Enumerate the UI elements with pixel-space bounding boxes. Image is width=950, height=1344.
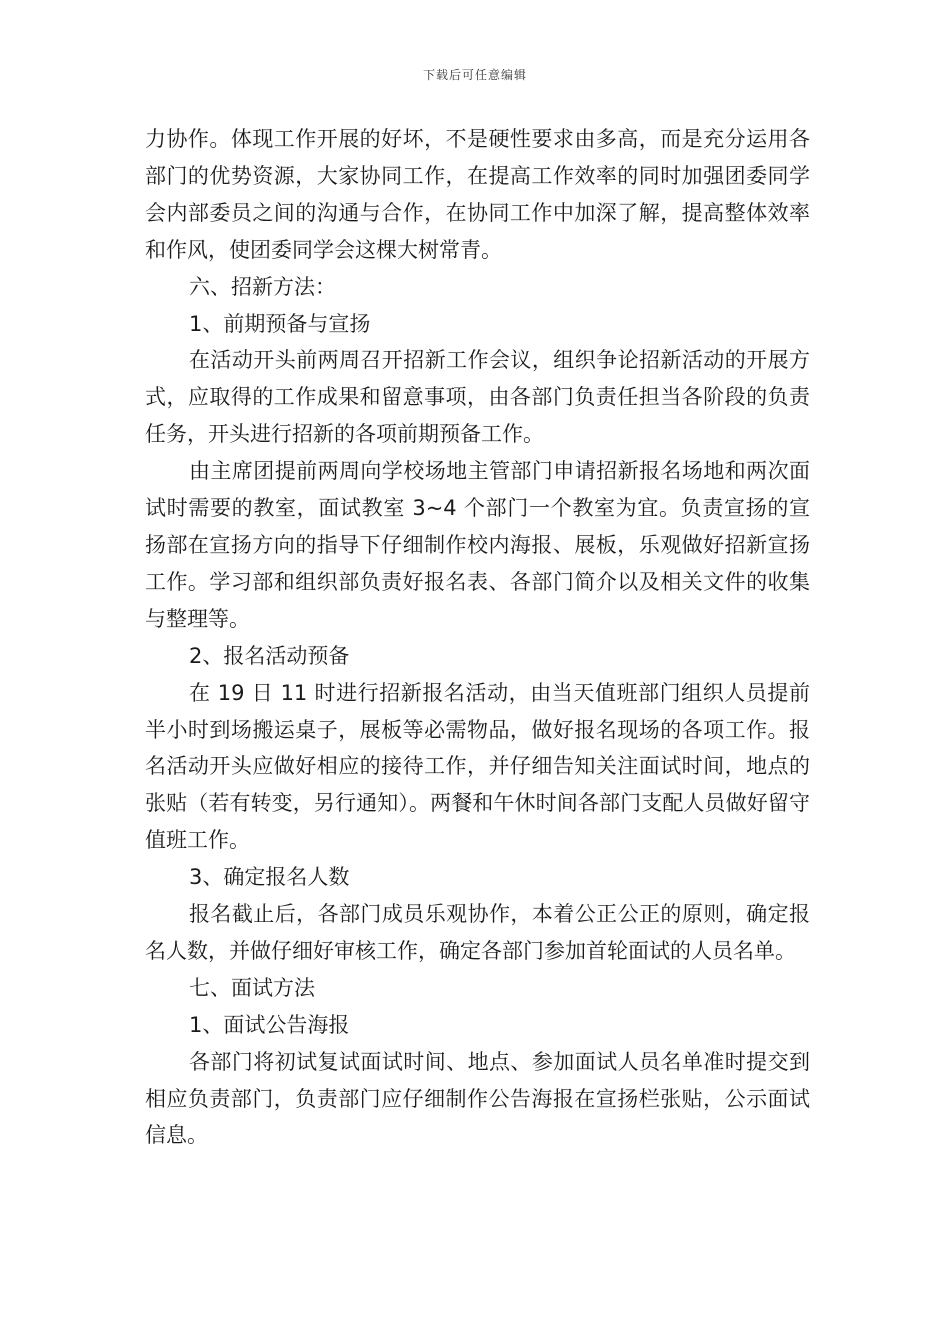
page-header: 下载后可任意编辑 <box>422 68 527 82</box>
paragraph: 由主席团提前两周向学校场地主管部门申请招新报名场地和两次面试时需要的教室，面试教室 3~4 个部门一个教室为宜。负责宣扬的宣扬部在宣扬方向的指导下仔细制作校内海报、展板，乐观做好招新宣扬工作。学习部和组织部负责好报名表、各部门简介以及相关文件的收集与整理等。 <box>145 459 810 631</box>
subheading-registration: 2、报名活动预备 <box>189 643 350 668</box>
paragraph: 各部门将初试复试面试时间、地点、参加面试人员名单准时提交到相应负责部门，负责部门应仔细制作公告海报在宣扬栏张贴，公示面试信息。 <box>145 1049 810 1148</box>
subheading-interview-poster: 1、面试公告海报 <box>189 1012 350 1037</box>
section-heading-recruit-method: 六、招新方法： <box>189 274 336 299</box>
paragraph: 报名截止后，各部门成员乐观协作，本着公正公正的原则，确定报名人数，并做仔细好审核工作，确定各部门参加首轮面试的人员名单。 <box>145 902 810 963</box>
section-heading-interview-method: 七、面试方法 <box>189 975 315 1000</box>
subheading-headcount: 3、确定报名人数 <box>189 865 350 890</box>
subheading-preparation: 1、前期预备与宣扬 <box>189 311 371 336</box>
paragraph: 力协作。体现工作开展的好坏，不是硬性要求由多高，而是充分运用各部门的优势资源，大家协同工作，在提高工作效率的同时加强团委同学会内部委员之间的沟通与合作，在协同工作中加深了解，提高整体效率和作风，使团委同学会这棵大树常青。 <box>145 127 810 262</box>
paragraph: 在活动开头前两周召开招新工作会议，组织争论招新活动的开展方式，应取得的工作成果和留意事项，由各部门负责任担当各阶段的负责任务，开头进行招新的各项前期预备工作。 <box>145 348 810 447</box>
paragraph: 在 19 日 11 时进行招新报名活动，由当天值班部门组织人员提前半小时到场搬运桌子，展板等必需物品，做好报名现场的各项工作。报名活动开头应做好相应的接待工作，并仔细告知关注面试时间，地点的张贴（若有转变，另行通知）。两餐和午休时间各部门支配人员做好留守值班工作。 <box>145 680 810 853</box>
document-body <box>145 121 810 1154</box>
